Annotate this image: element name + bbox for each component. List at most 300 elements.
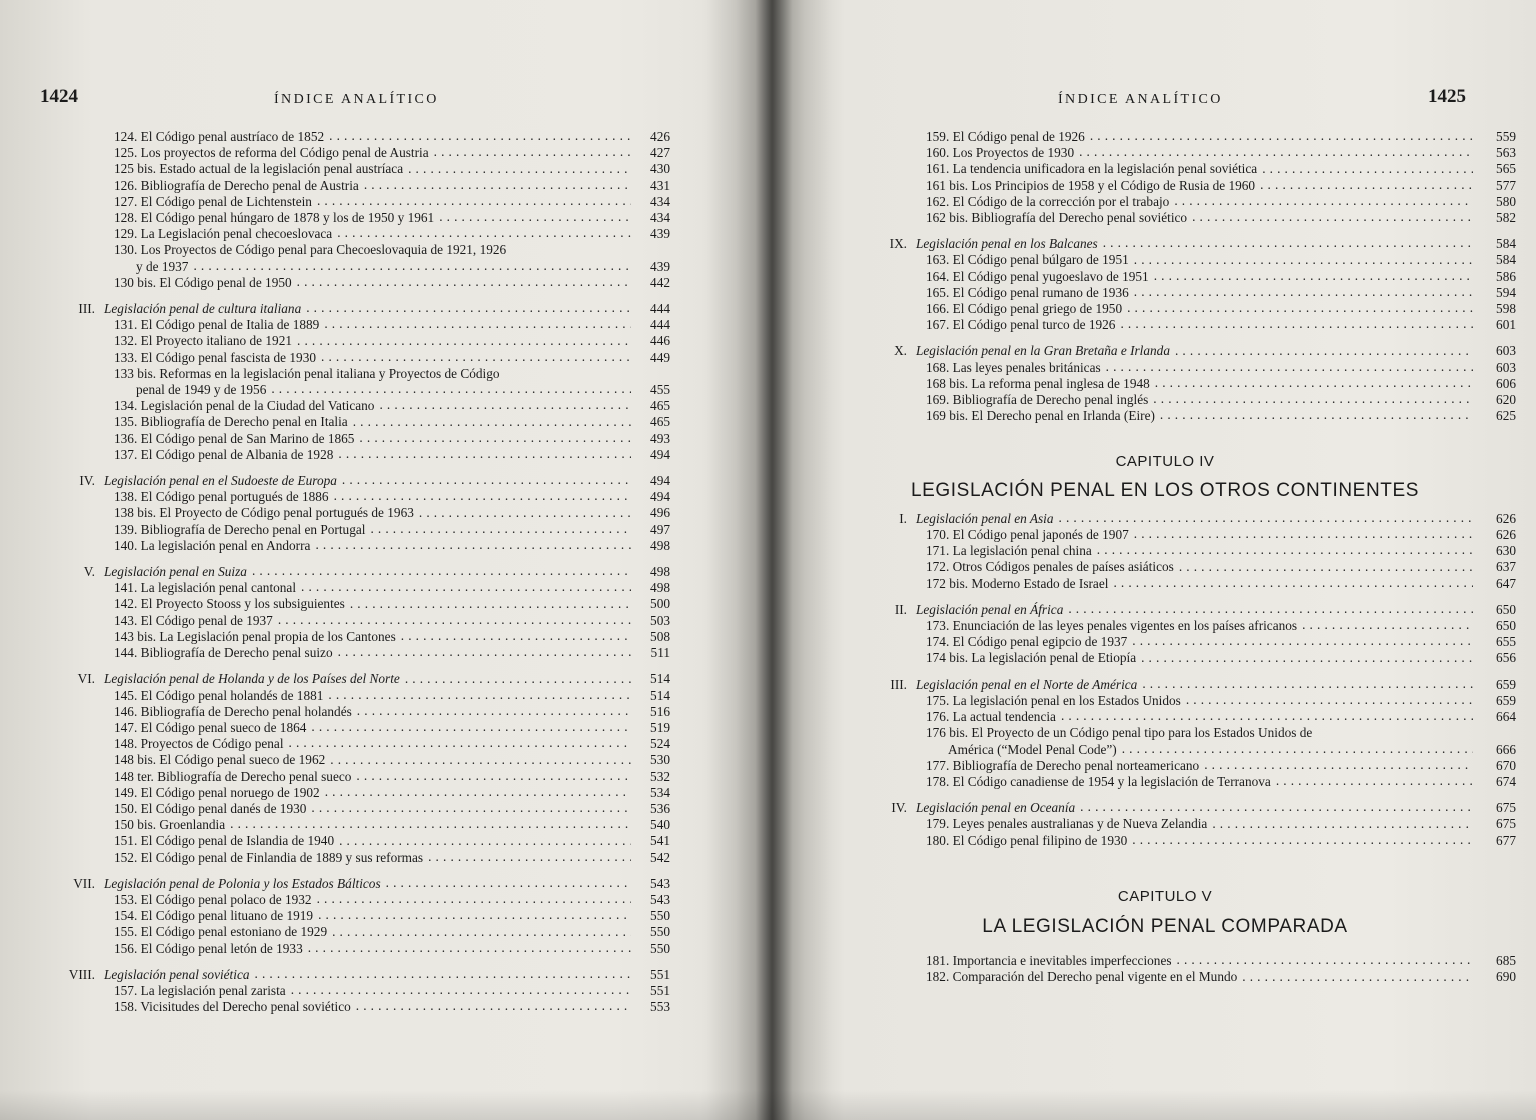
dot-leader [1179,560,1473,574]
toc-entry [852,816,1516,832]
toc-section-heading [40,876,670,892]
entry-text: 146. Bibliografía de Derecho penal holandés [114,703,352,719]
dot-leader [439,210,631,224]
section-title: Legislación penal en los Balcanes [916,236,1098,252]
page-ref: 532 [650,768,670,784]
entry-text: 163. El Código penal búlgaro de 1951 [926,252,1129,268]
dot-leader [1177,953,1473,967]
entry-text: 172. Otros Códigos penales de países asiáticos [926,559,1174,575]
section-title: Legislación penal en Asia [916,510,1054,526]
chapter-title: LEGISLACIÓN PENAL EN LOS OTROS CONTINENTES [910,479,1420,501]
toc-entry [40,414,670,430]
toc-entry [40,801,670,817]
dot-leader [337,226,631,240]
dot-leader [334,489,631,503]
dot-leader [1142,677,1473,691]
toc-list [40,129,670,1015]
page-ref: 550 [650,940,670,956]
toc-section-heading [40,564,670,580]
dot-leader [306,301,631,315]
toc-entry [852,301,1516,317]
dot-leader [405,672,631,686]
toc-entry [40,161,670,177]
page-ref: 603 [1496,343,1516,359]
page-ref: 543 [650,875,670,891]
entry-text: 132. El Proyecto italiano de 1921 [114,333,292,349]
section-title: Legislación penal de cultura italiana [104,301,302,317]
toc-entry [40,629,670,645]
entry-text: 128. El Código penal húngaro de 1878 y los de 1950 y 1961 [114,210,435,226]
toc-entry [40,431,670,447]
toc-entry [852,193,1516,210]
toc-entry [40,941,670,957]
page-ref: 565 [1496,161,1516,177]
toc-entry [852,618,1516,634]
page-ref: 625 [1496,408,1516,424]
toc-list-right [852,129,1516,986]
toc-entry [852,953,1516,969]
entry-text: 133. El Código penal fascista de 1930 [114,349,316,365]
toc-entry [40,178,670,194]
dot-leader [1160,408,1473,422]
dot-leader [1132,833,1473,847]
toc-entry [852,210,1516,226]
dot-leader [271,382,631,396]
page-ref: 439 [650,226,670,242]
toc-entry [40,736,670,752]
dot-leader [338,645,631,659]
page-ref: 670 [1496,757,1516,773]
dot-leader [230,817,631,831]
toc-entry [852,129,1516,145]
page-ref: 584 [1496,252,1516,268]
toc-entry [40,999,670,1015]
section-title: Legislación penal en Suiza [104,564,247,580]
dot-leader [329,129,631,143]
page-ref: 584 [1496,236,1516,252]
chapter-label: CAPITULO V [1117,887,1213,905]
entry-text: 139. Bibliografía de Derecho penal en Portugal [114,521,366,537]
entry-text: 174 bis. La legislación penal de Etiopía [926,650,1137,666]
page-ref: 630 [1496,543,1516,559]
entry-text: 176. La actual tendencia [926,709,1056,725]
dot-leader [318,908,631,922]
dot-leader [353,415,631,429]
section-numeral: V. [83,564,95,580]
toc-entry [40,210,670,226]
toc-list [852,129,1516,424]
section-title: Legislación penal en el Norte de América [916,676,1138,692]
entry-text: 165. El Código penal rumano de 1936 [926,284,1129,300]
page-ref: 494 [650,446,670,462]
dot-leader [1175,344,1473,358]
chapter-heading [852,453,1478,501]
page-ref: 444 [650,317,670,333]
entry-text: y de 1937 [136,258,189,274]
dot-leader [356,769,631,783]
entry-text: 169 bis. El Derecho penal en Irlanda (Eire) [926,408,1155,424]
entry-text: 181. Importancia e inevitables imperfecciones [926,953,1172,969]
entry-text: 127. El Código penal de Lichtenstein [114,193,312,209]
entry-text: penal de 1949 y de 1956 [136,382,267,398]
dot-leader [1068,602,1473,616]
entry-text: 168 bis. La reforma penal inglesa de 1948 [926,375,1150,391]
section-numeral: II. [894,601,907,617]
dot-leader [434,145,631,159]
entry-text: 148. Proyectos de Código penal [114,736,284,752]
entry-text: 126. Bibliografía de Derecho penal de Austria [114,177,359,193]
page-ref: 434 [650,210,670,226]
toc-entry [40,924,670,940]
entry-text: 180. El Código penal filipino de 1930 [926,832,1128,848]
section-numeral: IV. [891,800,907,816]
entry-text: 148 bis. El Código penal sueco de 1962 [114,752,326,768]
page-number: 1425 [1428,86,1466,107]
toc-entry [40,769,670,785]
entry-text: 125. Los proyectos de reforma del Código penal de Austria [114,145,429,161]
toc-entry [40,596,670,612]
toc-section-heading [852,236,1516,252]
entry-text: 140. La legislación penal en Andorra [114,537,311,553]
dot-leader [1242,970,1473,984]
toc-section-heading [852,601,1516,618]
chapter-title: LA LEGISLACIÓN PENAL COMPARADA [982,915,1348,937]
toc-entry [40,333,670,349]
entry-text: 152. El Código penal de Finlandia de 1889 y sus reformas [114,849,424,865]
entry-text: 137. El Código penal de Albania de 1928 [114,446,334,462]
dot-leader [325,785,631,799]
entry-text: 144. Bibliografía de Derecho penal suizo [114,645,333,661]
dot-leader [1090,129,1473,143]
dot-leader [291,983,631,997]
toc-entry [40,688,670,704]
entry-text: 136. El Código penal de San Marino de 1865 [114,430,355,446]
page-ref: 519 [650,719,670,735]
dot-leader [359,431,631,445]
toc-entry [40,908,670,924]
dot-leader [1302,618,1473,632]
dot-leader [301,580,631,594]
page-ref: 559 [1496,129,1516,144]
page-ref: 426 [650,129,670,144]
page-ref: 516 [650,703,670,719]
page-ref: 542 [650,849,670,865]
dot-leader [386,876,631,890]
page-ref: 534 [650,784,670,800]
page-ref: 449 [650,349,670,365]
dot-leader [1260,178,1473,192]
dot-leader [357,704,631,718]
page-ref: 666 [1496,741,1516,757]
page-ref: 620 [1496,392,1516,408]
dot-leader [1134,285,1473,299]
page-ref: 577 [1496,177,1516,193]
dot-leader [1134,527,1473,541]
toc-entry [852,284,1516,301]
page-ref: 598 [1496,301,1516,317]
dot-leader [311,801,631,815]
entry-text: 125 bis. Estado actual de la legislación penal austríaca [114,161,404,177]
entry-text: 135. Bibliografía de Derecho penal en Italia [114,414,348,430]
dot-leader [1204,758,1473,772]
dot-leader [428,850,631,864]
page-ref: 494 [650,489,670,505]
toc-section-heading [40,967,670,983]
page-ref: 434 [650,193,670,209]
dot-leader [1097,543,1473,557]
dot-leader [339,834,631,848]
dot-leader [1134,253,1473,267]
dot-leader [1153,392,1473,406]
page-ref: 497 [650,521,670,537]
entry-text: 157. La legislación penal zarista [114,982,286,998]
page-ref: 656 [1496,650,1516,666]
entry-text: 162. El Código de la corrección por el trabajo [926,193,1170,209]
toc-list [852,953,1516,985]
page-ref: 550 [650,924,670,940]
dot-leader [370,522,631,536]
toc-entry [852,634,1516,650]
entry-text: 170. El Código penal japonés de 1907 [926,527,1129,543]
dot-leader [1186,693,1473,707]
dot-leader [332,925,631,939]
toc-entry [852,725,1478,741]
dot-leader [297,334,631,348]
entry-text: 147. El Código penal sueco de 1864 [114,719,307,735]
entry-text: 145. El Código penal holandés de 1881 [114,687,324,703]
dot-leader [419,506,631,520]
toc-entry [852,559,1516,575]
page-ref: 444 [650,301,670,317]
page-number: 1424 [40,86,78,107]
dot-leader [1080,800,1473,814]
entry-text: 161. La tendencia unificadora en la legislación penal soviética [926,161,1258,177]
page-ref: 514 [650,687,670,703]
toc-section-heading [852,800,1516,816]
running-head: ÍNDICE ANALÍTICO [1058,92,1223,107]
right-page [772,0,1536,1120]
dot-leader [338,447,631,461]
dot-leader [1141,651,1473,665]
toc-entry [852,741,1516,758]
entry-text: 168. Las leyes penales británicas [926,359,1101,375]
page-ref: 675 [1496,816,1516,832]
toc-entry [40,275,670,291]
toc-entry [40,226,670,242]
toc-entry [852,145,1516,161]
dot-leader [1276,774,1473,788]
entry-text: 158. Vicisitudes del Derecho penal soviético [114,999,351,1015]
section-title: Legislación penal en Oceanía [916,800,1076,816]
page-ref: 430 [650,161,670,177]
entry-text: 138 bis. El Proyecto de Código penal portugués de 1963 [114,505,414,521]
page-ref: 601 [1496,317,1516,333]
page-ref: 551 [650,966,670,982]
toc-entry [40,720,670,736]
page-ref: 511 [650,645,670,661]
entry-text: 174. El Código penal egipcio de 1937 [926,634,1128,650]
toc-entry [852,252,1516,268]
entry-text: 153. El Código penal polaco de 1932 [114,891,312,907]
entry-text: 134. Legislación penal de la Ciudad del Vaticano [114,398,375,414]
page-ref: 675 [1496,800,1516,816]
entry-text: 150 bis. Groenlandia [114,817,226,833]
entry-text: 172 bis. Moderno Estado de Israel [926,575,1109,591]
dot-leader [311,720,631,734]
page-ref: 550 [650,908,670,924]
page-ref: 674 [1496,773,1516,789]
toc-entry [40,366,670,382]
toc-list [852,510,1516,849]
dot-leader [350,597,631,611]
dot-leader [289,736,631,750]
entry-text: 133 bis. Reformas en la legislación penal italiana y Proyectos de Código [114,365,500,381]
section-numeral: III. [890,676,907,692]
entry-text: 138. El Código penal portugués de 1886 [114,489,329,505]
toc-entry [40,833,670,849]
toc-entry [40,317,670,333]
page-ref: 439 [650,258,670,274]
page-ref: 594 [1496,284,1516,300]
toc-entry [40,194,670,210]
section-numeral: VI. [77,671,95,687]
page-ref: 677 [1496,832,1516,848]
section-numeral: IX. [889,236,907,252]
toc-entry [852,543,1516,559]
page-ref: 553 [650,999,670,1015]
toc-entry [40,752,670,768]
page-ref: 563 [1496,145,1516,161]
toc-entry [40,259,670,275]
entry-text: 142. El Proyecto Stooss y los subsiguientes [114,596,345,612]
toc-entry [40,447,670,463]
page-ref: 606 [1496,375,1516,391]
entry-text: 166. El Código penal griego de 1950 [926,301,1123,317]
toc-entry [852,757,1516,774]
dot-leader [1120,317,1473,331]
dot-leader [278,613,631,627]
section-numeral: VII. [73,875,95,891]
page-ref: 427 [650,145,670,161]
entry-text: 171. La legislación penal china [926,543,1092,559]
page-ref: 551 [650,982,670,998]
page-ref: 530 [650,752,670,768]
toc-entry [852,527,1516,543]
page-ref: 494 [650,473,670,489]
dot-leader [1113,576,1473,590]
toc-entry [40,489,670,505]
toc-entry [40,850,670,866]
entry-text: 177. Bibliografía de Derecho penal norteamericano [926,757,1200,773]
toc-entry [40,613,670,629]
entry-text: 169. Bibliografía de Derecho penal inglés [926,392,1149,408]
entry-text: 151. El Código penal de Islandia de 1940 [114,833,335,849]
section-title: Legislación penal de Holanda y de los Países del Norte [104,671,400,687]
section-numeral: I. [899,510,907,526]
chapter-label: CAPITULO IV [1115,453,1215,471]
entry-text: 154. El Código penal lituano de 1919 [114,908,314,924]
dot-leader [401,629,631,643]
entry-text: 155. El Código penal estoniano de 1929 [114,924,328,940]
toc-section-heading [852,510,1516,527]
section-title: Legislación penal de Polonia y los Estados Bálticos [104,875,381,891]
toc-entry [40,892,670,908]
entry-text: 160. Los Proyectos de 1930 [926,145,1075,161]
dot-leader [1155,376,1473,390]
chapter-heading [852,889,1478,935]
toc-entry [40,538,670,554]
toc-entry [40,580,670,596]
entry-text: 173. Enunciación de las leyes penales vigentes en los países africanos [926,618,1298,634]
entry-text: 130. Los Proyectos de Código penal para Checoeslovaquia de 1921, 1926 [114,242,507,258]
entry-text: 131. El Código penal de Italia de 1889 [114,317,320,333]
page-ref: 664 [1496,709,1516,725]
section-title: Legislación penal en el Sudoeste de Europa [104,473,337,489]
entry-text: 179. Leyes penales australianas y de Nueva Zelandia [926,816,1208,832]
page-ref: 650 [1496,601,1516,617]
section-numeral: IV. [79,473,95,489]
section-title: Legislación penal soviética [104,966,250,982]
dot-leader [317,194,631,208]
dot-leader [379,398,631,412]
entry-text: 161 bis. Los Principios de 1958 y el Código de Rusia de 1960 [926,177,1256,193]
page-ref: 586 [1496,268,1516,284]
dot-leader [317,892,631,906]
page-ref: 582 [1496,210,1516,226]
entry-text: 164. El Código penal yugoeslavo de 1951 [926,268,1149,284]
dot-leader [315,538,631,552]
toc-entry [852,392,1516,408]
dot-leader [1106,360,1473,374]
page-ref: 655 [1496,634,1516,650]
toc-entry [852,575,1516,592]
dot-leader [324,317,631,331]
toc-entry [852,317,1516,333]
page-ref: 465 [650,398,670,414]
page-ref: 659 [1496,676,1516,692]
entry-text: 149. El Código penal noruego de 1902 [114,784,320,800]
section-title: Legislación penal en la Gran Bretaña e Irlanda [916,343,1170,359]
page-ref: 626 [1496,527,1516,543]
page-ref: 524 [650,736,670,752]
page-ref: 650 [1496,618,1516,634]
page-ref: 442 [650,274,670,290]
toc-entry [40,522,670,538]
page-ref: 541 [650,833,670,849]
toc-entry [852,709,1516,725]
entry-text: 159. El Código penal de 1926 [926,129,1085,144]
toc-entry [40,704,670,720]
page-ref: 500 [650,596,670,612]
entry-text: 130 bis. El Código penal de 1950 [114,274,292,290]
page-ref: 498 [650,537,670,553]
dot-leader [356,999,631,1013]
toc-entry [40,817,670,833]
dot-leader [1132,634,1473,648]
section-numeral: VIII. [68,966,95,982]
entry-text: 162 bis. Bibliografía del Derecho penal soviético [926,210,1188,226]
page-ref: 455 [650,382,670,398]
dot-leader [255,967,632,981]
toc-entry [40,350,670,366]
page-ref: 637 [1496,559,1516,575]
dot-leader [342,473,631,487]
section-title: Legislación penal en África [916,601,1064,617]
entry-text: 150. El Código penal danés de 1930 [114,800,307,816]
page-ref: 580 [1496,193,1516,209]
toc-entry [852,268,1516,285]
entry-text: 175. La legislación penal en los Estados Unidos [926,692,1181,708]
